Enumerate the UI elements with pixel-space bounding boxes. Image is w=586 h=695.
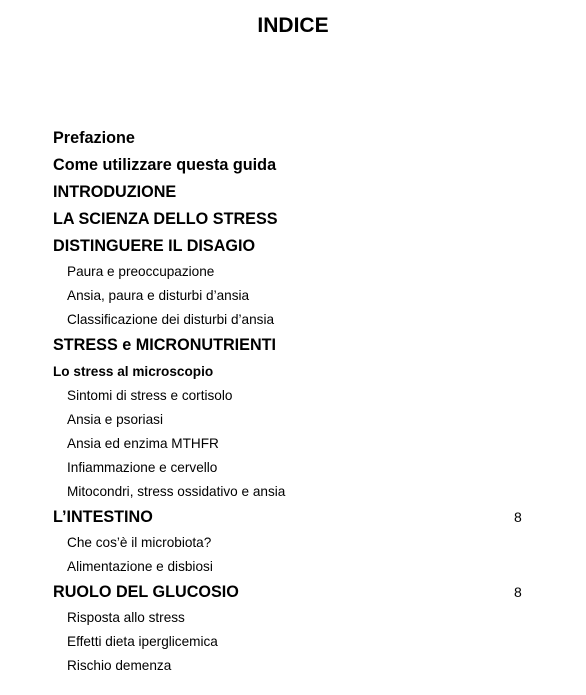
toc-entry-introduzione[interactable]	[0, 181, 518, 203]
toc-entry-label: Ansia e psoriasi	[67, 412, 163, 427]
toc-entry-page-number: 8	[514, 584, 522, 600]
toc-entry-rischio-demenza[interactable]	[0, 655, 518, 677]
toc-entry-label: Prefazione	[53, 129, 135, 147]
toc-entry-label: Ansia ed enzima MTHFR	[67, 436, 219, 451]
toc-entry-label: Come utilizzare questa guida	[53, 156, 277, 174]
toc-entry-label: STRESS e MICRONUTRIENTI	[53, 336, 277, 354]
toc-entry-label: Effetti dieta iperglicemica	[67, 634, 218, 649]
toc-entry-label: Ansia, paura e disturbi d’ansia	[67, 288, 250, 303]
toc-entry-classificazione[interactable]	[0, 309, 518, 331]
toc-entry-label: Risposta allo stress	[67, 610, 185, 625]
toc-entry-label: INTRODUZIONE	[53, 183, 177, 201]
toc-entry-label: Alimentazione e disbiosi	[67, 559, 213, 574]
toc-entry-label: L’INTESTINO	[53, 508, 153, 526]
toc-entry-ansia-mthfr[interactable]	[0, 433, 518, 455]
toc-entry-glucosio[interactable]	[0, 581, 522, 603]
toc-entry-label: Infiammazione e cervello	[67, 460, 218, 475]
toc-entry-label: Mitocondri, stress ossidativo e ansia	[67, 484, 286, 499]
toc-entry-dieta-iperglicemica[interactable]	[0, 631, 518, 653]
toc-entry-mitocondri[interactable]	[0, 481, 518, 503]
toc-entry-scienza-stress[interactable]	[0, 208, 518, 230]
toc-entry-label: Sintomi di stress e cortisolo	[67, 388, 233, 403]
toc-entry-label: Rischio demenza	[67, 658, 172, 673]
toc-entry-sintomi-cortisolo[interactable]	[0, 385, 518, 407]
toc-entry-risposta-stress[interactable]	[0, 607, 518, 629]
toc-entry-distinguere-disagio[interactable]	[0, 235, 518, 257]
toc-entry-ansia-psoriasi[interactable]	[0, 409, 518, 431]
toc-entry-alimentazione[interactable]	[0, 556, 518, 578]
toc-entry-intestino[interactable]	[0, 506, 522, 528]
toc-entry-prefazione[interactable]	[0, 127, 518, 149]
toc-entry-label: Lo stress al microscopio	[53, 364, 214, 379]
toc-entry-label: Che cos’è il microbiota?	[67, 535, 212, 550]
toc-entry-infiammazione[interactable]	[0, 457, 518, 479]
toc-entry-microbiota[interactable]	[0, 532, 518, 554]
toc-entry-come-utilizzare[interactable]	[0, 154, 518, 176]
toc-entry-stress-microscopio[interactable]	[0, 361, 518, 383]
toc-entry-label: DISTINGUERE IL DISAGIO	[53, 237, 256, 255]
toc-entry-label: LA SCIENZA DELLO STRESS	[53, 210, 278, 228]
toc-entry-paura[interactable]	[0, 261, 518, 283]
toc-entry-stress-micronutrienti[interactable]	[0, 334, 518, 356]
toc-entry-label: RUOLO DEL GLUCOSIO	[53, 583, 239, 601]
page-title: INDICE	[257, 14, 329, 37]
toc-entry-label: Classificazione dei disturbi d’ansia	[67, 312, 275, 327]
toc-entry-ansia-paura[interactable]	[0, 285, 518, 307]
toc-entry-label: Paura e preoccupazione	[67, 264, 215, 279]
toc-entry-page-number: 8	[514, 509, 522, 525]
